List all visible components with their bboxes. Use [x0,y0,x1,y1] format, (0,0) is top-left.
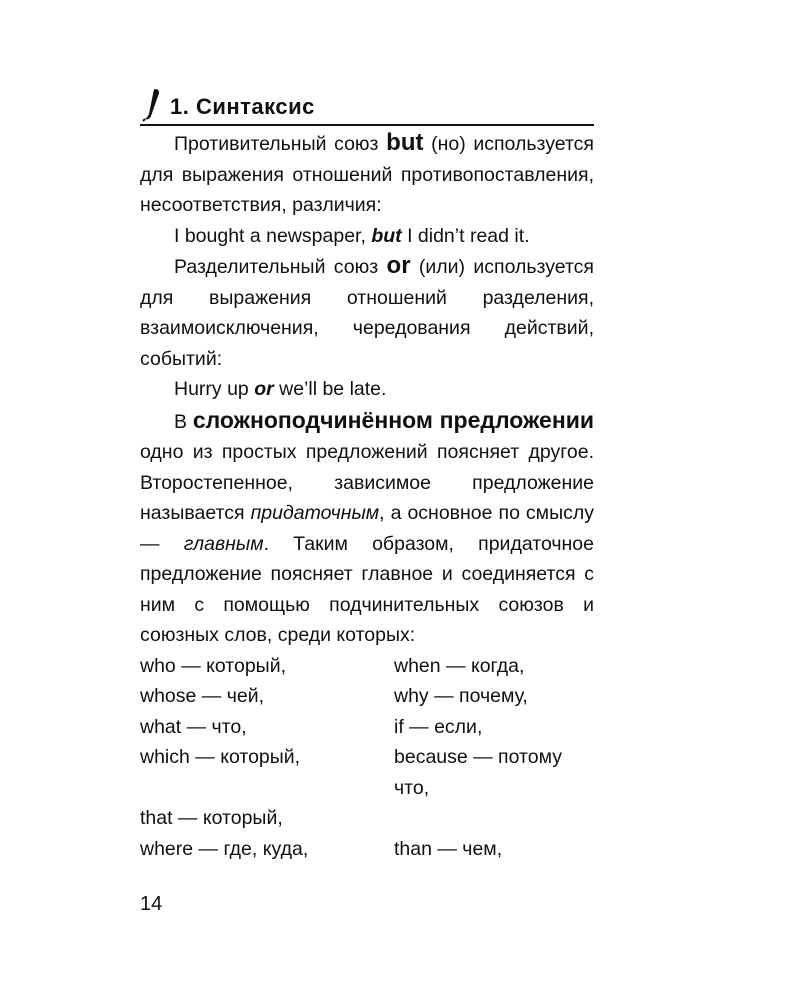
conjunction-list [140,651,594,865]
example-but [140,221,594,252]
conjunction-item: because — потому что, [394,746,562,799]
paragraph-complex-sentence [140,405,594,651]
conjunction-item: why — почему, [394,685,528,707]
paragraph-but [140,128,594,221]
conjunction-item: when — когда, [394,654,525,677]
conjunction-item: whose — чей, [140,685,265,707]
section-title: 1. Синтаксис [170,94,315,119]
conjunction-item: who — который, [140,654,287,677]
text-span: Hurry up [174,378,255,400]
section-header [140,84,594,126]
conjunction-item: what — что, [140,715,247,738]
example-keyword-but: but [371,224,402,247]
text-span: I bought a newspaper, [174,224,372,247]
conjunction-item: if — если, [394,715,483,738]
text-span: we’ll be late. [273,378,387,400]
quill-icon [142,88,162,122]
text-span: одно из простых предложений поясняет другое. Второстепенное, зависимое предложение называется [140,441,594,524]
example-or [140,374,594,405]
text-span: (но) используется для выражения отношений противопоставления, несоответствия, различия: [140,133,594,216]
example-keyword-or: or [254,378,274,400]
keyword-but: but [386,129,424,156]
conjunction-item: where — где, куда, [140,837,309,860]
text-span: , а основное по смыслу — [140,502,594,555]
text-span: I didn’t read it. [401,224,530,247]
text-span: В [174,410,193,433]
term-complex-sentence: сложноподчинённом предложении [192,406,594,433]
text-span: Противительный союз [174,133,387,155]
conjunction-item: than — чем, [394,837,503,860]
conjunction-item: which — который, [140,746,301,768]
conjunction-item: that — который, [140,807,283,829]
text-span: (или) используется для выражения отношений разделения, взаимоисключения, чередования действий, событий: [140,256,594,370]
page-number: 14 [140,893,163,915]
main-text [140,128,594,864]
text-span: . Таким образом, придаточное предложение поясняет главное и соединяется с ним с помощью подчинительных союзов и союзных слов, среди которых: [140,532,594,646]
text-span: Разделительный союз [174,256,387,278]
paragraph-or [140,251,594,374]
term-subordinate: придаточным [250,502,380,524]
keyword-or: or [386,252,411,279]
term-main: главным [183,532,264,555]
conjunction-item [394,803,594,834]
